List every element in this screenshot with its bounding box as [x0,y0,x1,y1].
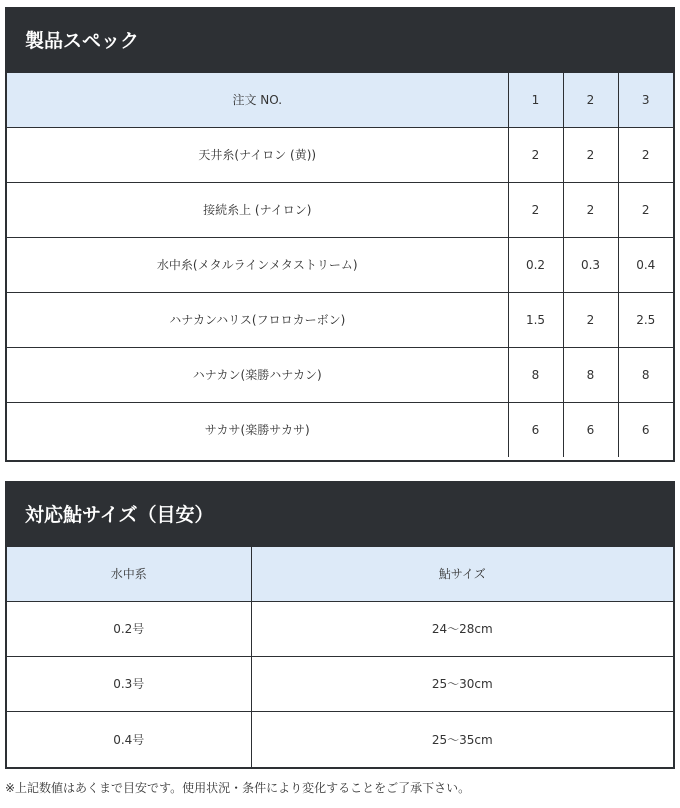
spec-cell: 2 [618,127,673,182]
ayu-header-row [7,547,673,601]
ayu-cell: 0.4号 [7,711,251,767]
spec-cell: 水中糸(メタルラインメタストリーム) [7,237,508,292]
spec-row [7,292,673,347]
spec-cell: 0.4 [618,237,673,292]
spec-cell: 1.5 [508,292,563,347]
spec-cell: サカサ(楽勝サカサ) [7,402,508,457]
spec-table [7,73,673,457]
ayu-size-title: 対応鮎サイズ（目安） [7,483,673,547]
spec-cell: 2 [508,182,563,237]
disclaimer-note: ※上記数値はあくまで目安です。使用状況・条件により変化することをご了承下さい。 [5,781,471,795]
spec-header-cell: 1 [508,73,563,127]
spec-cell: 2 [563,127,618,182]
spec-cell: 6 [618,402,673,457]
spec-title: 製品スペック [7,9,673,73]
spec-cell: 2.5 [618,292,673,347]
spec-row [7,127,673,182]
ayu-cell: 0.3号 [7,656,251,711]
spec-header-cell: 3 [618,73,673,127]
spec-row [7,182,673,237]
spec-cell: 0.3 [563,237,618,292]
ayu-row [7,711,673,767]
spec-row [7,402,673,457]
spec-cell: 6 [563,402,618,457]
spec-cell: ハナカン(楽勝ハナカン) [7,347,508,402]
ayu-row [7,601,673,656]
spec-section [5,7,675,462]
spec-header-cell: 注文 NO. [7,73,508,127]
ayu-cell: 0.2号 [7,601,251,656]
spec-row [7,347,673,402]
spec-cell: 天井糸(ナイロン (黄)) [7,127,508,182]
spec-cell: 2 [563,292,618,347]
spec-cell: 8 [563,347,618,402]
spec-header-row [7,73,673,127]
spec-header-cell: 2 [563,73,618,127]
ayu-cell: 25〜35cm [251,711,673,767]
ayu-cell: 24〜28cm [251,601,673,656]
spec-cell: 2 [618,182,673,237]
spec-cell: 6 [508,402,563,457]
spec-cell: ハナカンハリス(フロロカーボン) [7,292,508,347]
spec-cell: 8 [508,347,563,402]
ayu-header-cell: 水中系 [7,547,251,601]
spec-cell: 2 [563,182,618,237]
ayu-header-cell: 鮎サイズ [251,547,673,601]
spec-cell: 2 [508,127,563,182]
ayu-cell: 25〜30cm [251,656,673,711]
ayu-row [7,656,673,711]
spec-cell: 接続糸上 (ナイロン) [7,182,508,237]
ayu-size-table [7,547,673,767]
ayu-size-section [5,481,675,769]
spec-row [7,237,673,292]
spec-cell: 0.2 [508,237,563,292]
spec-cell: 8 [618,347,673,402]
